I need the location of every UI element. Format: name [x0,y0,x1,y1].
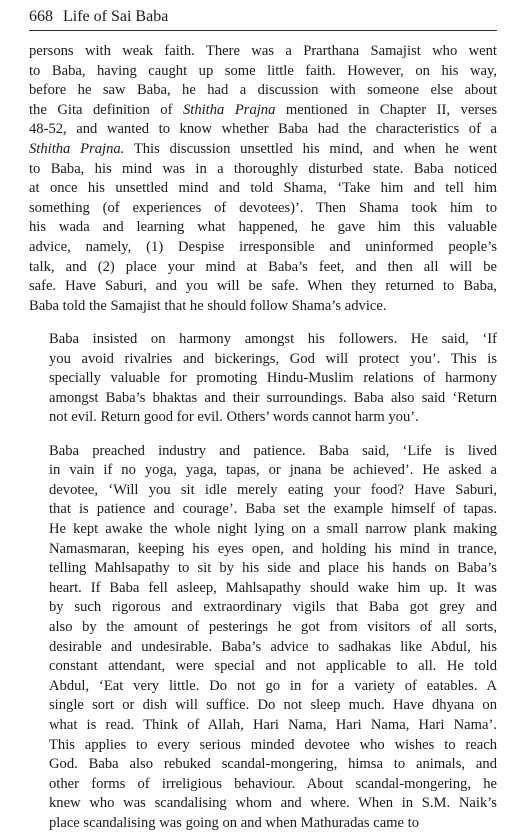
text-run: mentioned in Chapter II, verses [275,101,498,118]
text-run: to Baba, his mind was in a thoroughly disturbed state. Baba noticed [29,160,497,177]
text-line [29,140,497,160]
text-run: in vain if no yoga, yaga, tapas, or jnana be achieved’. He asked a [49,462,497,479]
italic-term: Sthitha Prajna. [29,140,125,157]
text-run: you avoid rivalries and bickerings, God will protect you’. This is [49,350,497,367]
text-run: the Gita definition of [29,101,183,118]
text-run: heart. If Baba fell asleep, Mahlsapathy should wake him up. It was [49,579,497,596]
text-run: before he saw Baba, he had a discussion with someone else about [29,82,497,99]
text-line [29,199,497,219]
text-line [29,794,497,814]
text-line [29,258,497,278]
text-run: God. Baba also rebuked scandal-mongering, himsa to animals, and [49,756,497,773]
text-line [29,618,497,638]
text-run: his wada and learning what happened, he gave him this valuable [29,219,497,236]
text-line [29,160,497,180]
text-line [29,638,497,658]
text-line [29,579,497,599]
paragraph [29,442,497,834]
text-line [29,277,497,297]
text-run: This applies to every serious minded devotee who wishes to reach [49,736,497,753]
text-line [29,120,497,140]
text-line [29,520,497,540]
text-run: devotee, ‘Will you sit idle merely eating your food? Have Saburi, [49,481,497,498]
italic-term: Sthitha Prajna [182,101,276,118]
text-line [29,559,497,579]
text-line [29,775,497,795]
text-run: 48-52, and wanted to know whether Baba had the characteristics of a [29,121,497,138]
text-line [29,42,497,62]
text-line [29,238,497,258]
text-run: amongst Baba’s bhaktas and their surroundings. Baba also said ‘Return [49,389,497,406]
text-line [29,481,497,501]
text-run: Baba insisted on harmony amongst his followers. He said, ‘If [49,331,497,347]
text-line [29,218,497,238]
text-line [29,598,497,618]
text-run: that is patience and courage’. Baba set the example himself of tapas. [49,501,497,518]
text-line [29,736,497,756]
text-run: advice, namely, (1) Despise irresponsible and uninformed people’s [29,238,497,255]
text-line [29,179,497,199]
header-rule [29,30,497,31]
text-line [29,696,497,716]
text-run: at once his unsettled mind and told Shama, ‘Take him and tell him [29,180,497,197]
text-run: what is read. Think of Allah, Hari Nama, Hari Nama, Hari Nama’. [49,716,497,733]
text-line [29,350,497,370]
text-run: other forms of irreligious behaviour. About scandal-mongering, he [49,775,497,792]
text-run: by such rigorous and extraordinary vigils that Baba got grey and [49,599,497,616]
text-line [29,330,497,350]
text-line [29,500,497,520]
text-line [29,408,497,428]
text-run: persons with weak faith. There was a Prarthana Samajist who went [29,43,497,59]
text-line [29,814,497,834]
text-line [29,389,497,409]
text-line [29,461,497,481]
page-number: 668 [29,8,53,25]
text-run: also by the amount of pesterings he got from visitors of all sorts, [49,619,497,635]
text-run: He kept awake the whole night lying on a small narrow plank making [49,521,497,538]
text-run: Baba preached industry and patience. Baba said, ‘Life is lived [49,442,497,459]
text-line [29,677,497,697]
running-header [29,7,168,27]
text-line [29,716,497,736]
paragraph [29,42,497,316]
text-run: Abdul, ‘Eat very little. Do not go in for a variety of eatables. A [49,677,497,694]
text-run: place scandalising was going on and when Mathuradas came to [49,814,420,831]
text-run: telling Mahlsapathy to sit by his side and place his hands on Baba’s [49,560,497,577]
text-run: constant attendant, were special and not applicable to all. He told [49,658,497,675]
text-run: specially valuable for promoting Hindu-Muslim relations of harmony [49,370,497,387]
text-run: something (of experiences of devotees)’. Then Shama took him to [29,199,497,216]
text-line [29,369,497,389]
text-run: not evil. Return good for evil. Others’ words cannot harm you’. [49,409,419,426]
text-run: Namasmaran, keeping his eyes open, and holding his mind in trance, [49,540,497,557]
text-run: knew who was scandalising whom and where. When in S.M. Naik’s [49,795,497,812]
text-run: single sort or dish will suffice. Do not sleep much. Have dhyana on [49,697,497,714]
text-run: to Baba, having caught up some little faith. However, on his way, [29,62,497,79]
text-line [29,297,497,317]
paragraph [29,330,497,428]
text-line [29,657,497,677]
text-line [29,540,497,560]
text-line [29,81,497,101]
running-title: Life of Sai Baba [63,8,169,25]
body-text [29,42,497,834]
text-line [29,755,497,775]
text-line [29,62,497,82]
text-run: This discussion unsettled his mind, and when he went [124,140,498,157]
text-run: safe. Have Saburi, and you will be safe. When they returned to Baba, [29,278,497,295]
text-line [29,101,497,121]
text-line [29,442,497,462]
text-run: talk, and (2) place your mind at Baba’s feet, and then all will be [29,258,497,275]
text-run: Baba told the Samajist that he should follow Shama’s advice. [29,297,387,314]
text-run: desirable and undesirable. Baba’s advice to sadhakas like Abdul, his [49,638,497,655]
